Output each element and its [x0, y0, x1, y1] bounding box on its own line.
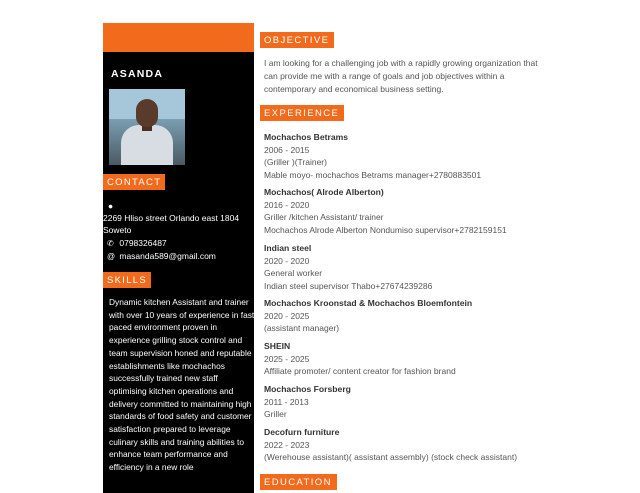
at-icon: @	[107, 252, 116, 261]
profile-photo	[109, 89, 185, 165]
job-role: (Griller )(Trainer)	[264, 157, 327, 168]
job-entry	[264, 186, 564, 236]
job-company: Mochachos Kroonstad & Mochachos Bloemfontein	[264, 298, 473, 308]
job-company: Mochachos( Alrode Alberton)	[264, 187, 384, 197]
job-entry	[264, 340, 564, 378]
job-period: 2020 - 2020	[264, 255, 310, 266]
job-period: 2020 - 2025	[264, 310, 310, 321]
job-detail: Mochachos Alrode Alberton Nondumiso supervisor+2782159151	[264, 224, 507, 235]
resume-sidebar	[103, 23, 254, 493]
experience-heading: EXPERIENCE	[260, 105, 344, 121]
location-icon: ●	[108, 201, 114, 211]
contact-address: 2269 Hliso street Orlando east 1804 Soweto	[103, 213, 240, 235]
job-company: Indian steel	[264, 243, 312, 253]
contact-phone-row	[107, 237, 167, 250]
job-period: 2011 - 2013	[264, 396, 309, 407]
job-company: Mochachos Betrams	[264, 132, 349, 142]
candidate-name: ASANDA	[111, 68, 164, 80]
job-role: Griller /kitchen Assistant/ trainer	[264, 212, 384, 223]
job-company: Mochachos Forsberg	[264, 384, 351, 394]
job-period: 2025 - 2025	[264, 353, 310, 364]
phone-icon: ✆	[107, 239, 114, 248]
job-period: 2022 - 2023	[264, 439, 310, 450]
contact-heading: CONTACT	[103, 174, 165, 190]
contact-email: masanda589@gmail.com	[119, 251, 216, 261]
job-role: Griller	[264, 409, 287, 420]
job-entry	[264, 383, 564, 421]
job-role: (Werehouse assistant)( assistant assembly) (stock check assistant)	[264, 452, 518, 463]
job-role: (assistant manager)	[264, 323, 340, 334]
contact-phone: 0798326487	[119, 238, 167, 248]
job-entry	[264, 297, 564, 335]
skills-heading: SKILLS	[103, 272, 151, 288]
job-detail: Indian steel supervisor Thabo+27674239286	[264, 280, 433, 291]
objective-heading: OBJECTIVE	[260, 32, 334, 48]
job-entry	[264, 131, 564, 181]
job-detail: Mable moyo- mochachos Betrams manager+2780883501	[264, 169, 482, 180]
job-role: Affiliate promoter/ content creator for fashion brand	[264, 366, 456, 377]
job-company: Decofurn furniture	[264, 427, 340, 437]
skills-text: Dynamic kitchen Assistant and trainer with over 10 years of experience in fast paced environment proven in experience grilling stock control and team supervision honed and reputable establishments like mochachos successfully trained new staff optimising kitchen operations and delivery committed to maintaining high standards of food safety and customer satisfaction prepared to leverage culinary skills and training abilities to enhance team performance and efficiency in a new role	[109, 297, 254, 473]
sidebar-accent-bar	[103, 23, 254, 52]
contact-email-row	[107, 250, 216, 263]
job-entry	[264, 242, 564, 292]
job-role: General worker	[264, 268, 323, 279]
objective-text: I am looking for a challenging job with a rapidly growing organization that can provide me with a range of goals and job objectives within a contemporary and economical business setting.	[264, 58, 538, 94]
job-company: SHEIN	[264, 341, 291, 351]
job-entry	[264, 426, 564, 464]
job-period: 2006 - 2015	[264, 144, 310, 155]
education-heading: EDUCATION	[260, 474, 337, 490]
job-period: 2016 - 2020	[264, 199, 310, 210]
